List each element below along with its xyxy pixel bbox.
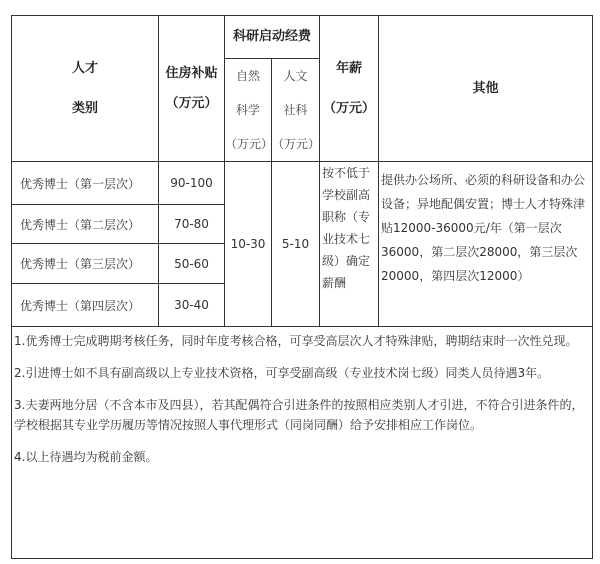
category-cell: 优秀博士（第一层次）: [12, 162, 159, 205]
natural-fund-cell: 10-30: [225, 162, 272, 327]
category-cell: 优秀博士（第二层次）: [12, 205, 159, 244]
header-other: 其他: [379, 16, 593, 162]
category-cell: 优秀博士（第三层次）: [12, 244, 159, 284]
housing-cell: 50-60: [159, 244, 225, 284]
header-salary: 年薪 （万元）: [320, 16, 379, 162]
salary-cell: 按不低于学校副高职称（专业技术七级）确定薪酬: [320, 162, 379, 327]
notes-cell: [12, 327, 593, 559]
header-housing: 住房补贴 （万元）: [159, 16, 225, 162]
note-2: 2.引进博士如不具有副高级以上专业技术资格，可享受副高级（专业技术岗七级）同类人员待遇3年。: [14, 366, 550, 380]
housing-cell: 70-80: [159, 205, 225, 244]
other-cell: 提供办公场所、必须的科研设备和办公设备；异地配偶安置；博士人才特殊津贴12000-36000元/年（第一层次36000，第二层次28000，第三层次20000，第四层次12000）: [379, 162, 593, 327]
note-4: 4.以上待遇均为税前金额。: [14, 450, 158, 464]
note-1: 1.优秀博士完成聘期考核任务，同时年度考核合格，可享受高层次人才特殊津贴，聘期结束时一次性兑现。: [14, 334, 578, 348]
header-category: 人才 类别: [12, 16, 159, 162]
header-humanities: 人文 社科 （万元）: [272, 59, 320, 162]
humanities-fund-cell: 5-10: [272, 162, 320, 327]
housing-cell: 30-40: [159, 284, 225, 327]
header-research-fund: 科研启动经费: [225, 16, 320, 59]
table-row: [12, 162, 593, 205]
category-cell: 优秀博士（第四层次）: [12, 284, 159, 327]
note-3: 3.夫妻两地分居（不含本市及四县），若其配偶符合引进条件的按照相应类别人才引进，不符合引进条件的，学校根据其专业学历履历等情况按照人事代理形式（同岗同酬）给予安排相应工作岗位。: [14, 398, 584, 432]
housing-cell: 90-100: [159, 162, 225, 205]
header-natural-science: 自然 科学 （万元）: [225, 59, 272, 162]
talent-benefits-table: [11, 15, 593, 559]
